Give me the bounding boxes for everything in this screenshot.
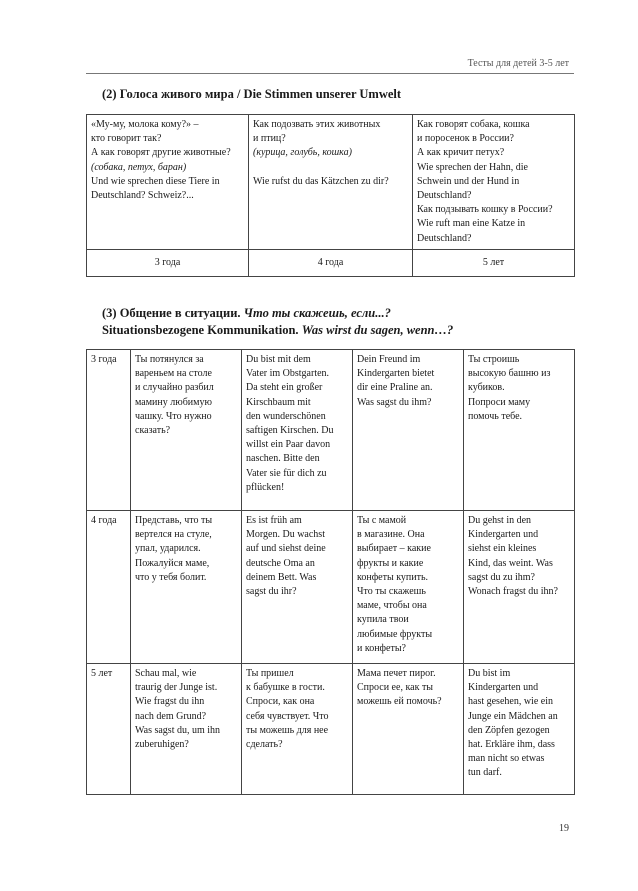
situation-cell (131, 350, 242, 511)
age-cell: 3 года (87, 350, 131, 511)
cell-line: (собака, петух, баран) (91, 161, 187, 173)
table-cell (413, 115, 575, 250)
cell-line: deutsche Oma an (246, 557, 315, 569)
cell-line: traurig der Junge ist. (135, 682, 218, 694)
situation-cell (131, 664, 242, 795)
cell-line: вертелся на стуле, (135, 529, 212, 541)
cell-line: Deutschland? (417, 190, 472, 202)
age-cell: 3 года (87, 249, 249, 276)
cell-line: Und wie sprechen diese Tiere in (91, 175, 220, 187)
cell-line: Мама печет пирог. (357, 668, 436, 679)
cell-line: Как подзывать кошку в России? (417, 204, 553, 216)
cell-line: Was sagst du ihm? (357, 396, 432, 408)
table-row (87, 350, 575, 511)
cell-line: и поросенок в России? (417, 133, 514, 145)
header-rule (86, 73, 574, 74)
cell-line: auf und siehst deine (246, 543, 326, 555)
section-3-heading (102, 305, 453, 339)
cell-line: Vater im Obstgarten. (246, 368, 330, 380)
cell-line: Kind, das weint. Was (468, 557, 553, 569)
cell-line: что у тебя болит. (135, 571, 207, 583)
page-header: Тесты для детей 3-5 лет (467, 58, 569, 69)
cell-line: Da steht ein großer (246, 382, 323, 394)
situation-cell (131, 511, 242, 664)
cell-line: Junge ein Mädchen an (468, 710, 558, 722)
cell-line: nach dem Grund? (135, 710, 207, 722)
cell-line: к бабушке в гости. (246, 682, 325, 694)
table-row (87, 664, 575, 795)
cell-line: saftigen Kirschen. Du (246, 425, 334, 437)
cell-line: А как говорят другие животные? (91, 147, 231, 159)
cell-line: кто говорит так? (91, 133, 162, 145)
cell-line: сделать? (246, 739, 283, 751)
cell-line: Kindergarten bietet (357, 368, 435, 380)
cell-line: сказать? (135, 425, 171, 437)
cell-line: sagst du ihr? (246, 586, 297, 598)
cell-line: Deutschland? (417, 232, 472, 244)
heading-de-question: Was wirst du sagen, wenn…? (301, 323, 454, 337)
table-row (87, 511, 575, 664)
heading-de-text: Situationsbezogene Kommunikation. (102, 323, 302, 337)
situation-cell (242, 511, 353, 664)
cell-line: Kindergarten und (468, 529, 539, 541)
cell-line: вареньем на столе (135, 368, 212, 380)
cell-line: Wie fragst du ihn (135, 696, 205, 708)
cell-line: Wie rufst du das Kätzchen zu dir? (253, 175, 389, 187)
cell-line: hast gesehen, wie ein (468, 696, 553, 708)
cell-line: Schwein und der Hund in (417, 175, 520, 187)
cell-line: Как подозвать этих животных (253, 119, 381, 130)
cell-line: Schau mal, wie (135, 668, 197, 679)
cell-line: Du bist mit dem (246, 354, 311, 365)
cell-line: zuberuhigen? (135, 739, 189, 751)
cell-line: pflücken! (246, 481, 285, 493)
cell-line: А как кричит петух? (417, 147, 505, 159)
cell-line: Es ist früh am (246, 515, 302, 526)
cell-line: willst ein Paar davon (246, 439, 331, 451)
cell-line: dir eine Praline an. (357, 382, 433, 394)
cell-line: фрукты и какие (357, 557, 424, 569)
cell-line: купила твои (357, 614, 409, 626)
section-2-heading: (2) Голоса живого мира / Die Stimmen unserer Umwelt (102, 87, 402, 101)
cell-line: себя чувствует. Что (246, 710, 329, 722)
cell-line: и случайно разбил (135, 382, 214, 394)
situation-cell (353, 511, 464, 664)
age-cell: 5 лет (413, 249, 575, 276)
heading-ru-question: Что ты скажешь, если...? (243, 306, 391, 320)
situation-cell (464, 350, 575, 511)
cell-line: den wunderschönen (246, 410, 326, 422)
cell-line: Morgen. Du wachst (246, 529, 325, 541)
cell-line: den Zöpfen gezogen (468, 724, 550, 736)
table-cell (87, 115, 249, 250)
age-cell: 4 года (87, 511, 131, 664)
situations-table (86, 349, 575, 795)
situation-cell (353, 664, 464, 795)
cell-line: Vater sie für dich zu (246, 467, 327, 479)
table-row (87, 249, 575, 276)
situation-cell (242, 350, 353, 511)
cell-line: ты можешь для нее (246, 724, 329, 736)
cell-line: Ты пришел (246, 668, 294, 679)
cell-line: любимые фрукты (357, 628, 433, 640)
cell-line: Kirschbaum mit (246, 396, 311, 408)
cell-line: Представь, что ты (135, 515, 213, 526)
cell-line: Wie sprechen der Hahn, die (417, 161, 528, 173)
cell-line: Ты строишь (468, 354, 520, 365)
cell-line: Спроси ее, как ты (357, 682, 434, 694)
cell-line: Что ты скажешь (357, 586, 426, 598)
age-cell: 4 года (249, 249, 413, 276)
cell-line: Dein Freund im (357, 354, 421, 365)
cell-line: Попроси маму (468, 396, 531, 408)
table-row (87, 115, 575, 250)
cell-line: Deutschland? Schweiz?... (91, 190, 194, 202)
cell-line: Ты потянулся за (135, 354, 204, 365)
cell-line: в магазине. Она (357, 529, 425, 541)
table-cell (249, 115, 413, 250)
cell-line: чашку. Что нужно (135, 410, 212, 422)
animal-voices-table (86, 114, 575, 277)
cell-line: Wie ruft man eine Katze in (417, 218, 526, 230)
cell-line: siehst ein kleines (468, 543, 537, 555)
situation-cell (464, 511, 575, 664)
situation-cell (242, 664, 353, 795)
cell-line: мамину любимую (135, 396, 212, 408)
cell-line: tun darf. (468, 767, 502, 779)
page-number: 19 (559, 823, 569, 834)
cell-line: man nicht so etwas (468, 753, 545, 765)
cell-line: выбирает – какие (357, 543, 431, 555)
cell-line: Wonach fragst du ihn? (468, 586, 558, 598)
cell-line: и птиц? (253, 133, 286, 145)
cell-line: Как говорят собака, кошка (417, 119, 530, 130)
heading-ru-text: (3) Общение в ситуации. (102, 306, 244, 320)
cell-line: маме, чтобы она (357, 600, 427, 612)
cell-line: упал, ударился. (135, 543, 201, 555)
cell-line: можешь ей помочь? (357, 696, 442, 708)
situation-cell (353, 350, 464, 511)
cell-line: (курица, голубь, кошка) (253, 147, 352, 159)
cell-line: Пожалуйся маме, (135, 557, 210, 569)
cell-line: и конфеты? (357, 642, 406, 654)
cell-line: Kindergarten und (468, 682, 539, 694)
cell-line: помочь тебе. (468, 410, 523, 422)
cell-line: кубиков. (468, 382, 505, 394)
cell-line: Du bist im (468, 668, 511, 679)
cell-line: deinem Bett. Was (246, 571, 317, 583)
cell-line: Ты с мамой (357, 515, 407, 526)
cell-line: sagst du zu ihm? (468, 571, 535, 583)
cell-line: hat. Erkläre ihm, dass (468, 739, 555, 751)
cell-line: Спроси, как она (246, 696, 315, 708)
situation-cell (464, 664, 575, 795)
cell-line: Du gehst in den (468, 515, 532, 526)
cell-line: Was sagst du, um ihn (135, 724, 221, 736)
age-cell: 5 лет (87, 664, 131, 795)
cell-line: высокую башню из (468, 368, 551, 380)
cell-line: конфеты купить. (357, 571, 429, 583)
cell-line (253, 161, 408, 175)
cell-line: «Му-му, молока кому?» – (91, 119, 199, 130)
cell-line: naschen. Bitte den (246, 453, 320, 465)
